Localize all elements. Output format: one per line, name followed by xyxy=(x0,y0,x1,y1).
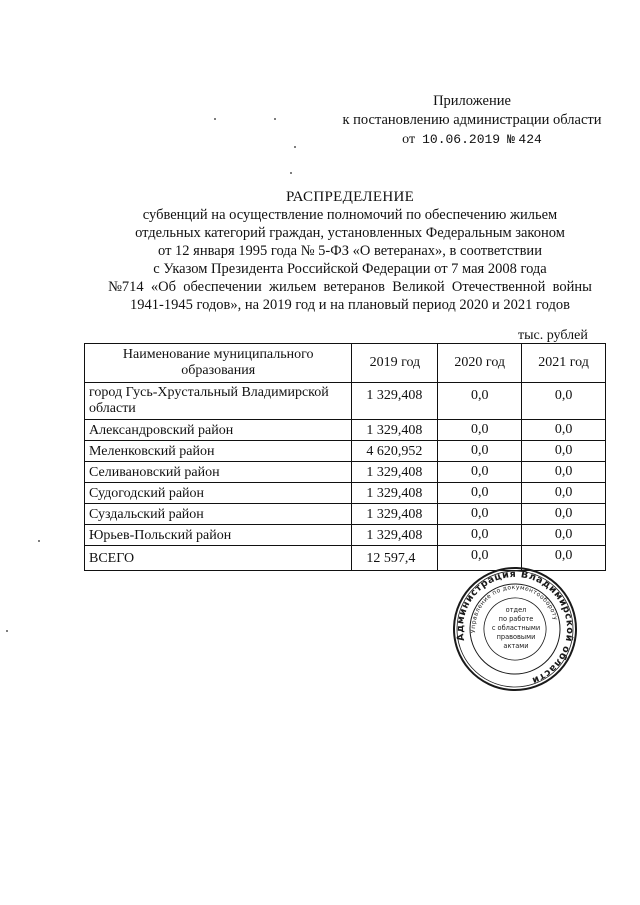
document-heading xyxy=(70,188,630,314)
table-row xyxy=(85,441,606,462)
value-2021: 0,0 xyxy=(522,525,606,546)
document-title: РАСПРЕДЕЛЕНИЕ xyxy=(285,189,415,205)
value-2020: 0,0 xyxy=(438,441,522,462)
appendix-date-line xyxy=(332,130,612,149)
stamp-center-line-5: актами xyxy=(503,642,529,650)
municipality-name: Юрьев-Польский район xyxy=(85,525,352,546)
heading-line-6: 1941-1945 годов», на 2019 год и на плановый период 2020 и 2021 годов xyxy=(130,297,570,313)
heading-line-2: отдельных категорий граждан, установленных Федеральным законом xyxy=(135,225,565,241)
table-row xyxy=(85,383,606,420)
total-2021: 0,0 xyxy=(522,546,606,571)
value-2020: 0,0 xyxy=(438,504,522,525)
table-header-row xyxy=(85,344,606,383)
municipality-name: город Гусь-Хрустальный Владимирской области xyxy=(85,383,352,420)
value-2019: 1 329,408 xyxy=(352,525,438,546)
heading-line-1: субвенций на осуществление полномочий по обеспечению жильем xyxy=(142,207,558,223)
heading-line-3: от 12 января 1995 года № 5-ФЗ «О ветеранах», в соответствии xyxy=(158,243,542,259)
value-2021: 0,0 xyxy=(522,441,606,462)
scan-speck xyxy=(6,630,8,632)
stamp-center-line-3: с областными xyxy=(491,624,541,632)
scan-speck xyxy=(214,118,216,120)
decree-date: 10.06.2019 xyxy=(422,132,501,147)
value-2019: 1 329,408 xyxy=(352,483,438,504)
total-2020: 0,0 xyxy=(438,546,522,571)
value-2019: 4 620,952 xyxy=(352,441,438,462)
header-2019: 2019 год xyxy=(352,344,438,383)
stamp-center-line-1: отдел xyxy=(505,606,527,614)
scan-speck xyxy=(290,172,292,174)
municipality-name: Судогодский район xyxy=(85,483,352,504)
value-2021: 0,0 xyxy=(522,420,606,441)
from-label: от xyxy=(402,132,416,147)
appendix-block xyxy=(332,92,612,149)
table-row xyxy=(85,504,606,525)
heading-line-4: с Указом Президента Российской Федерации от 7 мая 2008 года xyxy=(153,261,547,277)
value-2019: 1 329,408 xyxy=(352,420,438,441)
value-2020: 0,0 xyxy=(438,383,522,420)
municipality-name: Селивановский район xyxy=(85,462,352,483)
stamp-center-line-4: правовыми xyxy=(496,633,536,641)
table-row xyxy=(85,462,606,483)
number-label: № xyxy=(507,132,515,147)
value-2019: 1 329,408 xyxy=(352,383,438,420)
header-2020: 2020 год xyxy=(438,344,522,383)
stamp-center-line-2: по работе xyxy=(498,615,534,623)
value-2021: 0,0 xyxy=(522,383,606,420)
distribution-table xyxy=(84,343,606,571)
value-2019: 1 329,408 xyxy=(352,462,438,483)
stamp-inner-ring-text: Управление по документообороту xyxy=(469,583,560,634)
table-row xyxy=(85,420,606,441)
scan-speck xyxy=(38,540,40,542)
table-row xyxy=(85,525,606,546)
official-stamp xyxy=(452,566,578,692)
units-label: тыс. рублей xyxy=(518,328,588,343)
appendix-title: Приложение xyxy=(433,93,511,109)
appendix-subtitle: к постановлению администрации области xyxy=(342,112,602,128)
municipality-name: Суздальский район xyxy=(85,504,352,525)
heading-line-5: №714 «Об обеспечении жильем ветеранов Великой Отечественной войны xyxy=(108,279,592,295)
value-2020: 0,0 xyxy=(438,525,522,546)
municipality-name: Меленковский район xyxy=(85,441,352,462)
scan-speck xyxy=(274,118,276,120)
header-municipality: Наименование муниципального образования xyxy=(85,344,352,383)
decree-number: 424 xyxy=(518,132,542,147)
scan-speck xyxy=(294,146,296,148)
municipality-name: Александровский район xyxy=(85,420,352,441)
stamp-outer-text: Администрация Владимирской области xyxy=(454,568,576,686)
total-2019: 12 597,4 xyxy=(352,546,438,571)
value-2021: 0,0 xyxy=(522,504,606,525)
table-row xyxy=(85,483,606,504)
value-2019: 1 329,408 xyxy=(352,504,438,525)
value-2020: 0,0 xyxy=(438,483,522,504)
value-2021: 0,0 xyxy=(522,483,606,504)
value-2021: 0,0 xyxy=(522,462,606,483)
value-2020: 0,0 xyxy=(438,420,522,441)
value-2020: 0,0 xyxy=(438,462,522,483)
stamp-center-text xyxy=(492,606,540,650)
header-2021: 2021 год xyxy=(522,344,606,383)
total-label: ВСЕГО xyxy=(85,546,352,571)
